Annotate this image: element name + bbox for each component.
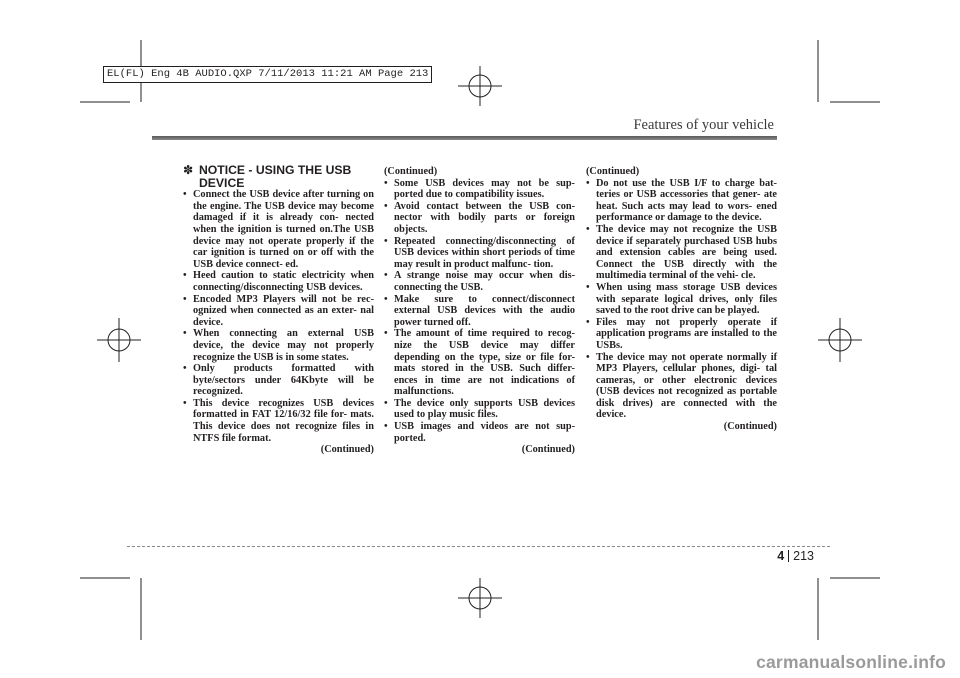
continued-label: (Continued) bbox=[384, 166, 438, 177]
list-item: • Make sure to connect/disconnect external USB devices with the audio power turned off. bbox=[384, 293, 575, 328]
list-item: • Repeated connecting/disconnecting of USB devices within short periods of time may result in product malfunc- tion. bbox=[384, 235, 575, 270]
site-watermark: carmanualsonline.info bbox=[756, 652, 946, 672]
list-item: • Do not use the USB I/F to charge bat- teries or USB accessories that gener- ate heat. Such acts may lead to wors- ened performance or damage to the device. bbox=[586, 177, 777, 224]
list-item: • The device may not recognize the USB device if separately purchased USB hubs and extension cables are being used. Connect the USB directly with the multimedia terminal of the vehi- cle. bbox=[586, 223, 777, 282]
registration-mark-left bbox=[97, 318, 141, 362]
page-number bbox=[777, 549, 814, 563]
continued-label: (Continued) bbox=[723, 421, 777, 433]
registration-mark-top bbox=[458, 66, 502, 106]
page-number-divider bbox=[788, 550, 789, 562]
column-2 bbox=[384, 166, 575, 456]
list-item: • When using mass storage USB devices with separate logical drives, only files saved to the root drive can be played. bbox=[586, 281, 777, 317]
column-1 bbox=[183, 163, 374, 456]
list-item: • Heed caution to static electricity when connecting/disconnecting USB devices. bbox=[183, 270, 374, 293]
header-rule bbox=[152, 136, 777, 140]
list-item: • Only products formatted with byte/sectors under 64Kbyte will be recognized. bbox=[183, 363, 374, 398]
continued-label: (Continued) bbox=[320, 444, 374, 456]
chapter-number: 4 bbox=[777, 549, 785, 563]
notice-list-3 bbox=[586, 178, 777, 421]
page-number-value: 213 bbox=[793, 549, 814, 563]
notice-title: NOTICE - USING THE USB DEVICE bbox=[199, 163, 352, 190]
list-item: • This device recognizes USB devices formatted in FAT 12/16/32 file for- mats. This device does not recognize files in NTFS file format. bbox=[183, 397, 374, 444]
notice-asterisk-icon: ✽ bbox=[183, 163, 194, 177]
list-item: • The device may not operate normally if MP3 Players, cellular phones, digi- tal cameras, or other electronic devices (USB devices not recognized as portable disk drives) are connected with the device. bbox=[586, 351, 777, 421]
list-item: • The device only supports USB devices used to play music files. bbox=[384, 397, 575, 421]
list-item: • Encoded MP3 Players will not be rec- ognized when connected as an exter- nal device. bbox=[183, 293, 374, 328]
list-item: • A strange noise may occur when dis- connecting the USB. bbox=[384, 270, 575, 293]
list-item: • USB images and videos are not sup- ported. bbox=[384, 421, 575, 444]
footer-rule bbox=[127, 546, 830, 547]
column-3 bbox=[586, 166, 777, 433]
section-header-title: Features of your vehicle bbox=[633, 117, 774, 133]
list-item: • When connecting an external USB device, the device may not properly recognize the USB is in some states. bbox=[183, 328, 374, 363]
registration-mark-right bbox=[818, 318, 862, 362]
print-slug: EL(FL) Eng 4B AUDIO.QXP 7/11/2013 11:21 AM Page 213 bbox=[103, 66, 432, 83]
continued-label: (Continued) bbox=[586, 166, 640, 177]
notice-list-2 bbox=[384, 178, 575, 445]
list-item: • Avoid contact between the USB con- nector with bodily parts or foreign objects. bbox=[384, 200, 575, 235]
notice-heading bbox=[183, 164, 374, 189]
list-item: • Connect the USB device after turning on the engine. The USB device may become damaged if it is already con- nected when the ignition is turned on.The USB device may not operate properly if the car ignition is turned on or off with the USB device connect- ed. bbox=[183, 189, 374, 270]
continued-label: (Continued) bbox=[521, 444, 575, 456]
list-item: • The amount of time required to recog- nize the USB device may differ depending on the type, size or file for- mats stored in the USB. Such differ- ences in time are not indications of malfunctions. bbox=[384, 328, 575, 398]
list-item: • Files may not properly operate if application programs are installed to the USBs. bbox=[586, 316, 777, 351]
list-item: • Some USB devices may not be sup- ported due to compatibility issues. bbox=[384, 177, 575, 201]
registration-mark-bottom bbox=[458, 578, 502, 618]
notice-list-1 bbox=[183, 189, 374, 444]
